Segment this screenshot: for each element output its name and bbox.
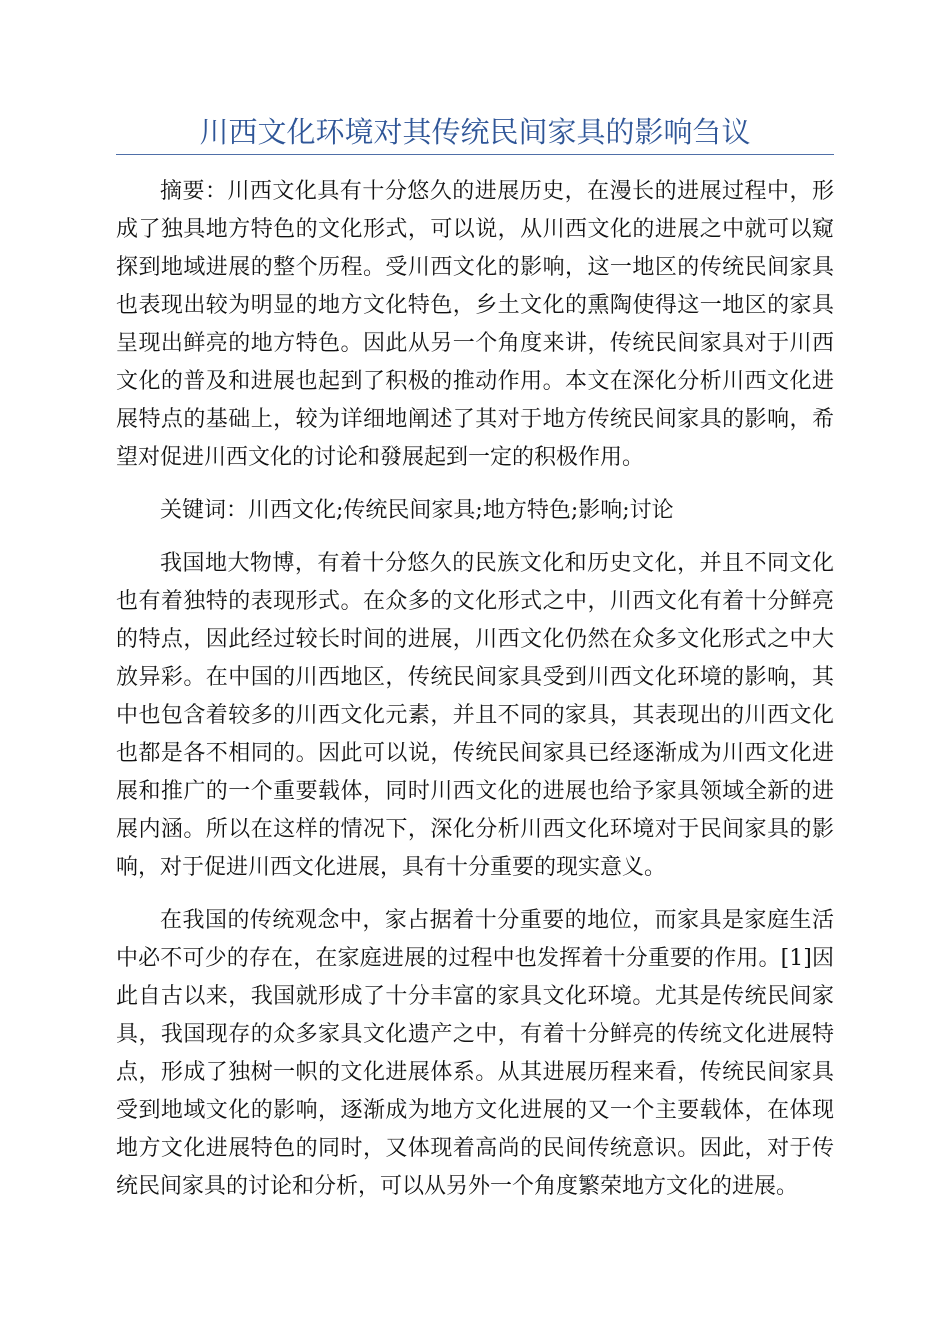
abstract-paragraph: 摘要：川西文化具有十分悠久的进展历史，在漫长的进展过程中，形成了独具地方特色的文化形式，可以说，从川西文化的进展之中就可以窥探到地域进展的整个历程。受川西文化的影响，这一地区的传统民间家具也表现出较为明显的地方文化特色，乡土文化的熏陶使得这一地区的家具呈现出鲜亮的地方特色。因此从另一个角度来讲，传统民间家具对于川西文化的普及和进展也起到了积极的推动作用。本文在深化分析川西文化进展特点的基础上，较为详细地阐述了其对于地方传统民间家具的影响，希望对促进川西文化的讨论和發展起到一定的积极作用。 — [116, 179, 834, 470]
title-underline — [116, 154, 834, 155]
body-paragraph-2: 在我国的传统观念中，家占据着十分重要的地位，而家具是家庭生活中必不可少的存在，在家庭进展的过程中也发挥着十分重要的作用。[1]因此自古以来，我国就形成了十分丰富的家具文化环境。尤其是传统民间家具，我国现存的众多家具文化遗产之中，有着十分鲜亮的传统文化进展特点，形成了独树一帜的文化进展体系。从其进展历程来看，传统民间家具受到地域文化的影响，逐渐成为地方文化进展的又一个主要载体，在体现地方文化进展特色的同时，又体现着高尚的民间传统意识。因此，对于传统民间家具的讨论和分析，可以从另外一个角度繁荣地方文化的进展。 — [116, 908, 834, 1199]
body-paragraph-1: 我国地大物博，有着十分悠久的民族文化和历史文化，并且不同文化也有着独特的表现形式。在众多的文化形式之中，川西文化有着十分鲜亮的特点，因此经过较长时间的进展，川西文化仍然在众多文化形式之中大放异彩。在中国的川西地区，传统民间家具受到川西文化环境的影响，其中也包含着较多的川西文化元素，并且不同的家具，其表现出的川西文化也都是各不相同的。因此可以说，传统民间家具已经逐渐成为川西文化进展和推广的一个重要载体，同时川西文化的进展也给予家具领域全新的进展内涵。所以在这样的情况下，深化分析川西文化环境对于民间家具的影响，对于促进川西文化进展，具有十分重要的现实意义。 — [116, 551, 834, 880]
document-body — [116, 173, 834, 1221]
keywords-paragraph: 关键词：川西文化;传统民间家具;地方特色;影响;讨论 — [160, 498, 674, 523]
page-title: 川西文化环境对其传统民间家具的影响刍议 — [199, 115, 751, 149]
